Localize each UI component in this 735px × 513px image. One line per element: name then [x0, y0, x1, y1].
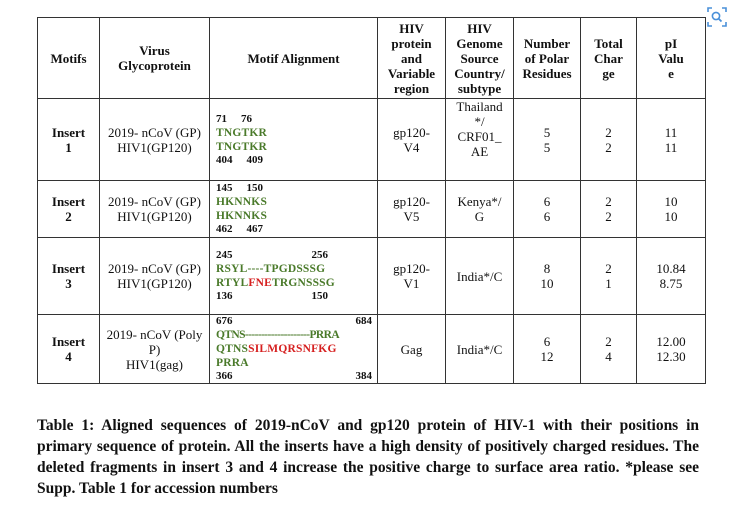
protein-line: V5 — [403, 209, 420, 224]
alignment-cell — [210, 99, 378, 181]
sequence-segment: QTNS — [216, 343, 249, 355]
protein-region-cell — [378, 315, 446, 384]
header-line: Source — [460, 50, 499, 66]
charge-value: 4 — [605, 349, 612, 364]
genome-source-cell — [446, 315, 514, 384]
genome-line: */ — [474, 114, 485, 129]
protein-region-cell — [378, 99, 446, 181]
pi-value: 11 — [664, 124, 678, 140]
polar-value: 6 — [543, 334, 551, 349]
motif-number: 4 — [65, 349, 72, 364]
motif-number: 1 — [65, 139, 72, 155]
charge-value: 2 — [605, 139, 612, 155]
genome-line: India*/C — [456, 341, 503, 357]
motif-label: Insert — [51, 334, 86, 349]
header-virus-glycoprotein — [100, 18, 210, 99]
header-line: Char — [594, 50, 623, 66]
sequence-hiv — [216, 276, 371, 290]
position-number: 366 — [216, 370, 233, 382]
pi-value-cell — [637, 238, 706, 315]
header-total-charge — [581, 18, 637, 99]
pi-value: 11 — [664, 139, 678, 155]
position-number: 150 — [246, 182, 263, 194]
polar-value: 6 — [543, 194, 551, 209]
bottom-positions — [216, 370, 372, 383]
alignment-cell — [210, 315, 378, 384]
header-line: e — [668, 65, 674, 81]
charge-value: 2 — [605, 124, 612, 140]
pi-value: 8.75 — [659, 276, 683, 291]
header-line: HIV — [467, 20, 492, 36]
top-positions — [216, 113, 371, 126]
polar-value: 5 — [543, 124, 551, 140]
table-row — [38, 315, 706, 384]
header-line: pI — [664, 35, 678, 51]
sequence-ncov: TNGTKR — [216, 126, 268, 139]
header-line: region — [393, 80, 430, 96]
header-line: Valu — [658, 50, 684, 66]
pi-value: 10 — [664, 194, 678, 209]
motif-label: Insert — [51, 261, 86, 276]
header-motif-alignment: Motif Alignment — [210, 18, 378, 99]
position-number: 71 — [216, 112, 227, 125]
header-line: Variable — [387, 65, 436, 81]
sequence-hiv: TNGTKR — [216, 140, 268, 153]
position-number: 404 — [216, 153, 233, 166]
polar-residues-cell — [514, 181, 581, 238]
pi-value: 10 — [664, 209, 678, 224]
genome-line: Kenya*/ — [457, 194, 502, 209]
alignment-cell — [210, 238, 378, 315]
top-positions — [216, 315, 372, 328]
protein-line: gp120- — [393, 261, 430, 276]
top-positions — [216, 182, 371, 195]
sequence-ncov: QTNS--------------------PRRA — [216, 329, 340, 341]
position-number: 384 — [355, 370, 372, 382]
glyco-line: HIV1(GP120) — [117, 209, 192, 224]
charge-value: 2 — [605, 194, 612, 209]
position-number: 462 — [216, 223, 233, 235]
protein-line: Gag — [400, 341, 423, 357]
position-number: 145 — [216, 182, 233, 194]
position-number: 136 — [216, 290, 233, 302]
glycoprotein-cell — [100, 315, 210, 384]
glyco-line: HIV1(GP120) — [117, 139, 192, 155]
header-pi-value — [637, 18, 706, 99]
total-charge-cell — [581, 315, 637, 384]
motif-label: Insert — [51, 124, 86, 140]
header-line: HIV — [399, 20, 424, 36]
header-row — [38, 18, 706, 99]
header-line: and — [401, 50, 422, 66]
top-positions — [216, 249, 328, 262]
header-virus-line: Virus — [139, 43, 170, 58]
total-charge-cell — [581, 238, 637, 315]
genome-line: India*/C — [456, 268, 503, 284]
position-number: 76 — [241, 112, 252, 125]
position-number: 467 — [246, 223, 263, 235]
sequence-hiv — [216, 342, 371, 370]
protein-region-cell — [378, 238, 446, 315]
protein-line: gp120- — [393, 124, 430, 140]
header-line: Residues — [522, 65, 572, 81]
genome-source-cell — [446, 99, 514, 181]
protein-region-cell — [378, 181, 446, 238]
protein-line: gp120- — [393, 194, 430, 209]
header-hiv-genome-source — [446, 18, 514, 99]
motif-number: 2 — [65, 209, 72, 224]
polar-value: 12 — [540, 349, 554, 364]
protein-line: V4 — [403, 139, 420, 155]
sequence-segment: TRGNSSSG — [271, 277, 335, 289]
insert-segment: SILMQRSNFKG — [248, 343, 337, 355]
protein-line: V1 — [403, 276, 420, 291]
pi-value-cell — [637, 315, 706, 384]
sequence-hiv: HKNNKS — [216, 210, 268, 222]
genome-line: Thailand — [456, 99, 503, 114]
charge-value: 1 — [605, 276, 612, 291]
pi-value-cell — [637, 181, 706, 238]
bottom-positions — [216, 290, 328, 303]
motif-cell — [38, 315, 100, 384]
glyco-line: 2019- nCoV (GP) — [108, 261, 201, 276]
genome-line: AE — [470, 144, 489, 159]
glyco-line: 2019- nCoV (GP) — [108, 124, 201, 140]
header-line: Genome — [456, 35, 503, 51]
motif-cell — [38, 99, 100, 181]
glyco-line: HIV1(GP120) — [117, 276, 192, 291]
sequence-segment: PRRA — [216, 357, 249, 369]
glycoprotein-cell — [100, 238, 210, 315]
bottom-positions — [216, 223, 371, 236]
header-line: ge — [602, 65, 615, 81]
pi-value-cell — [637, 99, 706, 181]
header-line: Country/ — [454, 65, 505, 81]
position-number: 684 — [355, 315, 372, 327]
genome-line: G — [474, 209, 485, 224]
charge-value: 2 — [605, 209, 612, 224]
header-glycoprotein-line: Glycoprotein — [118, 58, 191, 73]
header-line: subtype — [457, 80, 502, 96]
table-caption: Table 1: Aligned sequences of 2019-nCoV and gp120 protein of HIV-1 with their positions in primary sequence of protein. All the inserts have a high density of positively charged residues. The deleted fragments in insert 3 and 4 increase the positive charge to surface area ratio. *please see Supp. Table 1 for accession numbers — [37, 417, 699, 497]
motif-label: Insert — [51, 194, 86, 209]
motif-number: 3 — [65, 276, 72, 291]
polar-value: 6 — [543, 209, 551, 224]
header-hiv-protein — [378, 18, 446, 99]
table-row — [38, 99, 706, 181]
glyco-line: HIV1(gag) — [125, 356, 184, 372]
glyco-line: 2019- nCoV (Poly — [106, 326, 203, 342]
total-charge-cell — [581, 181, 637, 238]
alignment-table — [37, 17, 706, 384]
glyco-line: 2019- nCoV (GP) — [108, 194, 201, 209]
motif-cell — [38, 181, 100, 238]
position-number: 245 — [216, 249, 233, 261]
position-number: 150 — [311, 290, 328, 302]
sequence-segment: RTYL — [216, 277, 249, 289]
pi-value: 12.30 — [656, 349, 686, 364]
polar-value: 5 — [543, 139, 551, 155]
polar-value: 8 — [543, 261, 551, 276]
polar-residues-cell — [514, 238, 581, 315]
glycoprotein-cell — [100, 99, 210, 181]
header-line: Number — [523, 35, 571, 51]
genome-line: CRF01_ — [457, 129, 502, 144]
header-line: Total — [594, 35, 623, 51]
header-line: protein — [391, 35, 432, 51]
header-line: of Polar — [524, 50, 570, 66]
genome-source-cell — [446, 238, 514, 315]
header-polar-residues — [514, 18, 581, 99]
sequence-ncov: HKNNKS — [216, 196, 268, 208]
polar-value: 10 — [540, 276, 554, 291]
total-charge-cell — [581, 99, 637, 181]
table-row — [38, 238, 706, 315]
motif-cell — [38, 238, 100, 315]
image-search-icon[interactable] — [707, 7, 727, 27]
charge-value: 2 — [605, 334, 612, 349]
glyco-line: P) — [148, 341, 161, 357]
charge-value: 2 — [605, 261, 612, 276]
polar-residues-cell — [514, 315, 581, 384]
position-number: 409 — [246, 153, 263, 166]
position-number: 676 — [216, 315, 233, 327]
bottom-positions — [216, 154, 371, 167]
insert-segment: FNE — [248, 277, 272, 289]
glycoprotein-cell — [100, 181, 210, 238]
genome-source-cell — [446, 181, 514, 238]
alignment-cell — [210, 181, 378, 238]
pi-value: 12.00 — [656, 334, 686, 349]
polar-residues-cell — [514, 99, 581, 181]
pi-value: 10.84 — [656, 261, 686, 276]
header-motifs: Motifs — [38, 18, 100, 99]
sequence-ncov: RSYL----TPGDSSSG — [216, 263, 326, 275]
table-row — [38, 181, 706, 238]
position-number: 256 — [311, 249, 328, 261]
